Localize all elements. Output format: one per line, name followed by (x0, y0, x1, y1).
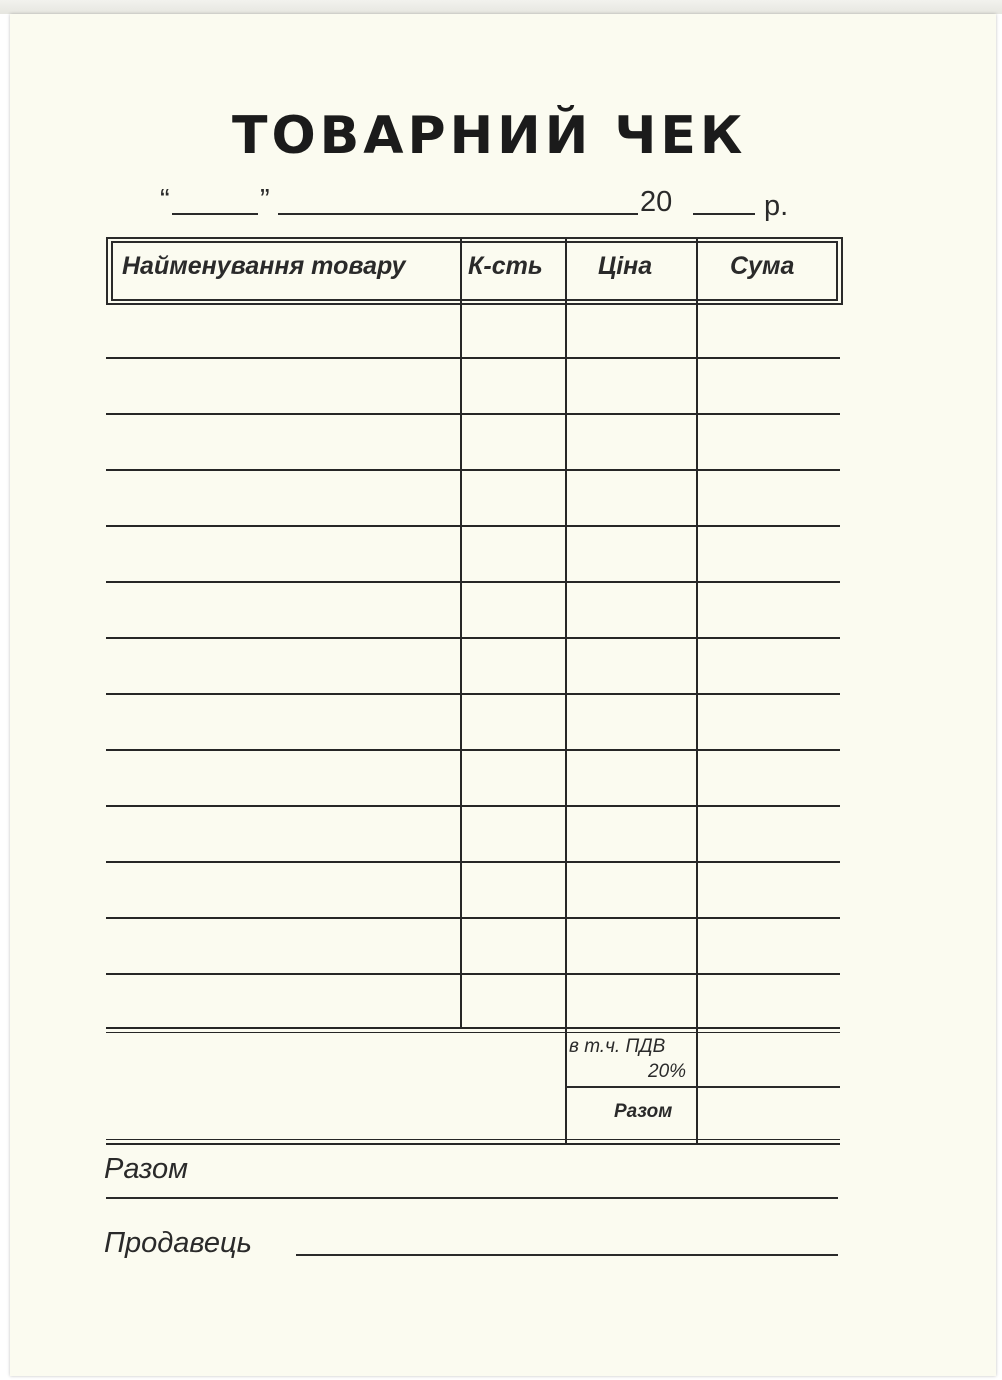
table-row-line (106, 861, 840, 863)
date-open-quote: “ (160, 184, 170, 216)
vat-label: в т.ч. ПДВ (569, 1036, 666, 1057)
footer-seller-label: Продавець (104, 1227, 252, 1259)
table-row-line (106, 805, 840, 807)
totals-end-line-thin (106, 1139, 840, 1140)
background-strip (0, 0, 1002, 14)
year-blank[interactable] (693, 213, 755, 215)
seller-signature-line[interactable] (296, 1254, 838, 1256)
month-blank[interactable] (278, 213, 638, 215)
column-header-sum: Сума (730, 252, 795, 280)
table-row-line (106, 973, 840, 975)
document-title: ТОВАРНИЙ ЧЕК (232, 106, 747, 166)
day-blank[interactable] (172, 213, 258, 215)
table-row-line (106, 693, 840, 695)
column-divider-3 (696, 239, 698, 1144)
year-suffix: р. (764, 190, 789, 222)
column-header-quantity: К-сть (468, 252, 543, 280)
table-row-line (106, 917, 840, 919)
date-close-quote: ” (260, 184, 270, 216)
table-row-line (106, 637, 840, 639)
table-row-line (106, 581, 840, 583)
vat-rate: 20% (648, 1061, 687, 1082)
totals-end-line (106, 1143, 840, 1145)
table-row-line (106, 749, 840, 751)
table-row-line (106, 413, 840, 415)
footer-total-line[interactable] (106, 1197, 838, 1199)
table-row-line (106, 469, 840, 471)
table-row-line (106, 525, 840, 527)
table-total-label: Разом (614, 1101, 673, 1122)
column-header-item-name: Найменування товару (122, 252, 406, 280)
column-header-price: Ціна (598, 252, 653, 280)
table-body-end-line (106, 1027, 840, 1029)
footer-total-label: Разом (104, 1153, 188, 1185)
column-divider-2 (565, 239, 567, 1144)
vat-row-line (565, 1086, 840, 1088)
table-row-line (106, 357, 840, 359)
year-prefix: 20 (640, 186, 673, 218)
table-body-end-line-thin (106, 1032, 840, 1033)
